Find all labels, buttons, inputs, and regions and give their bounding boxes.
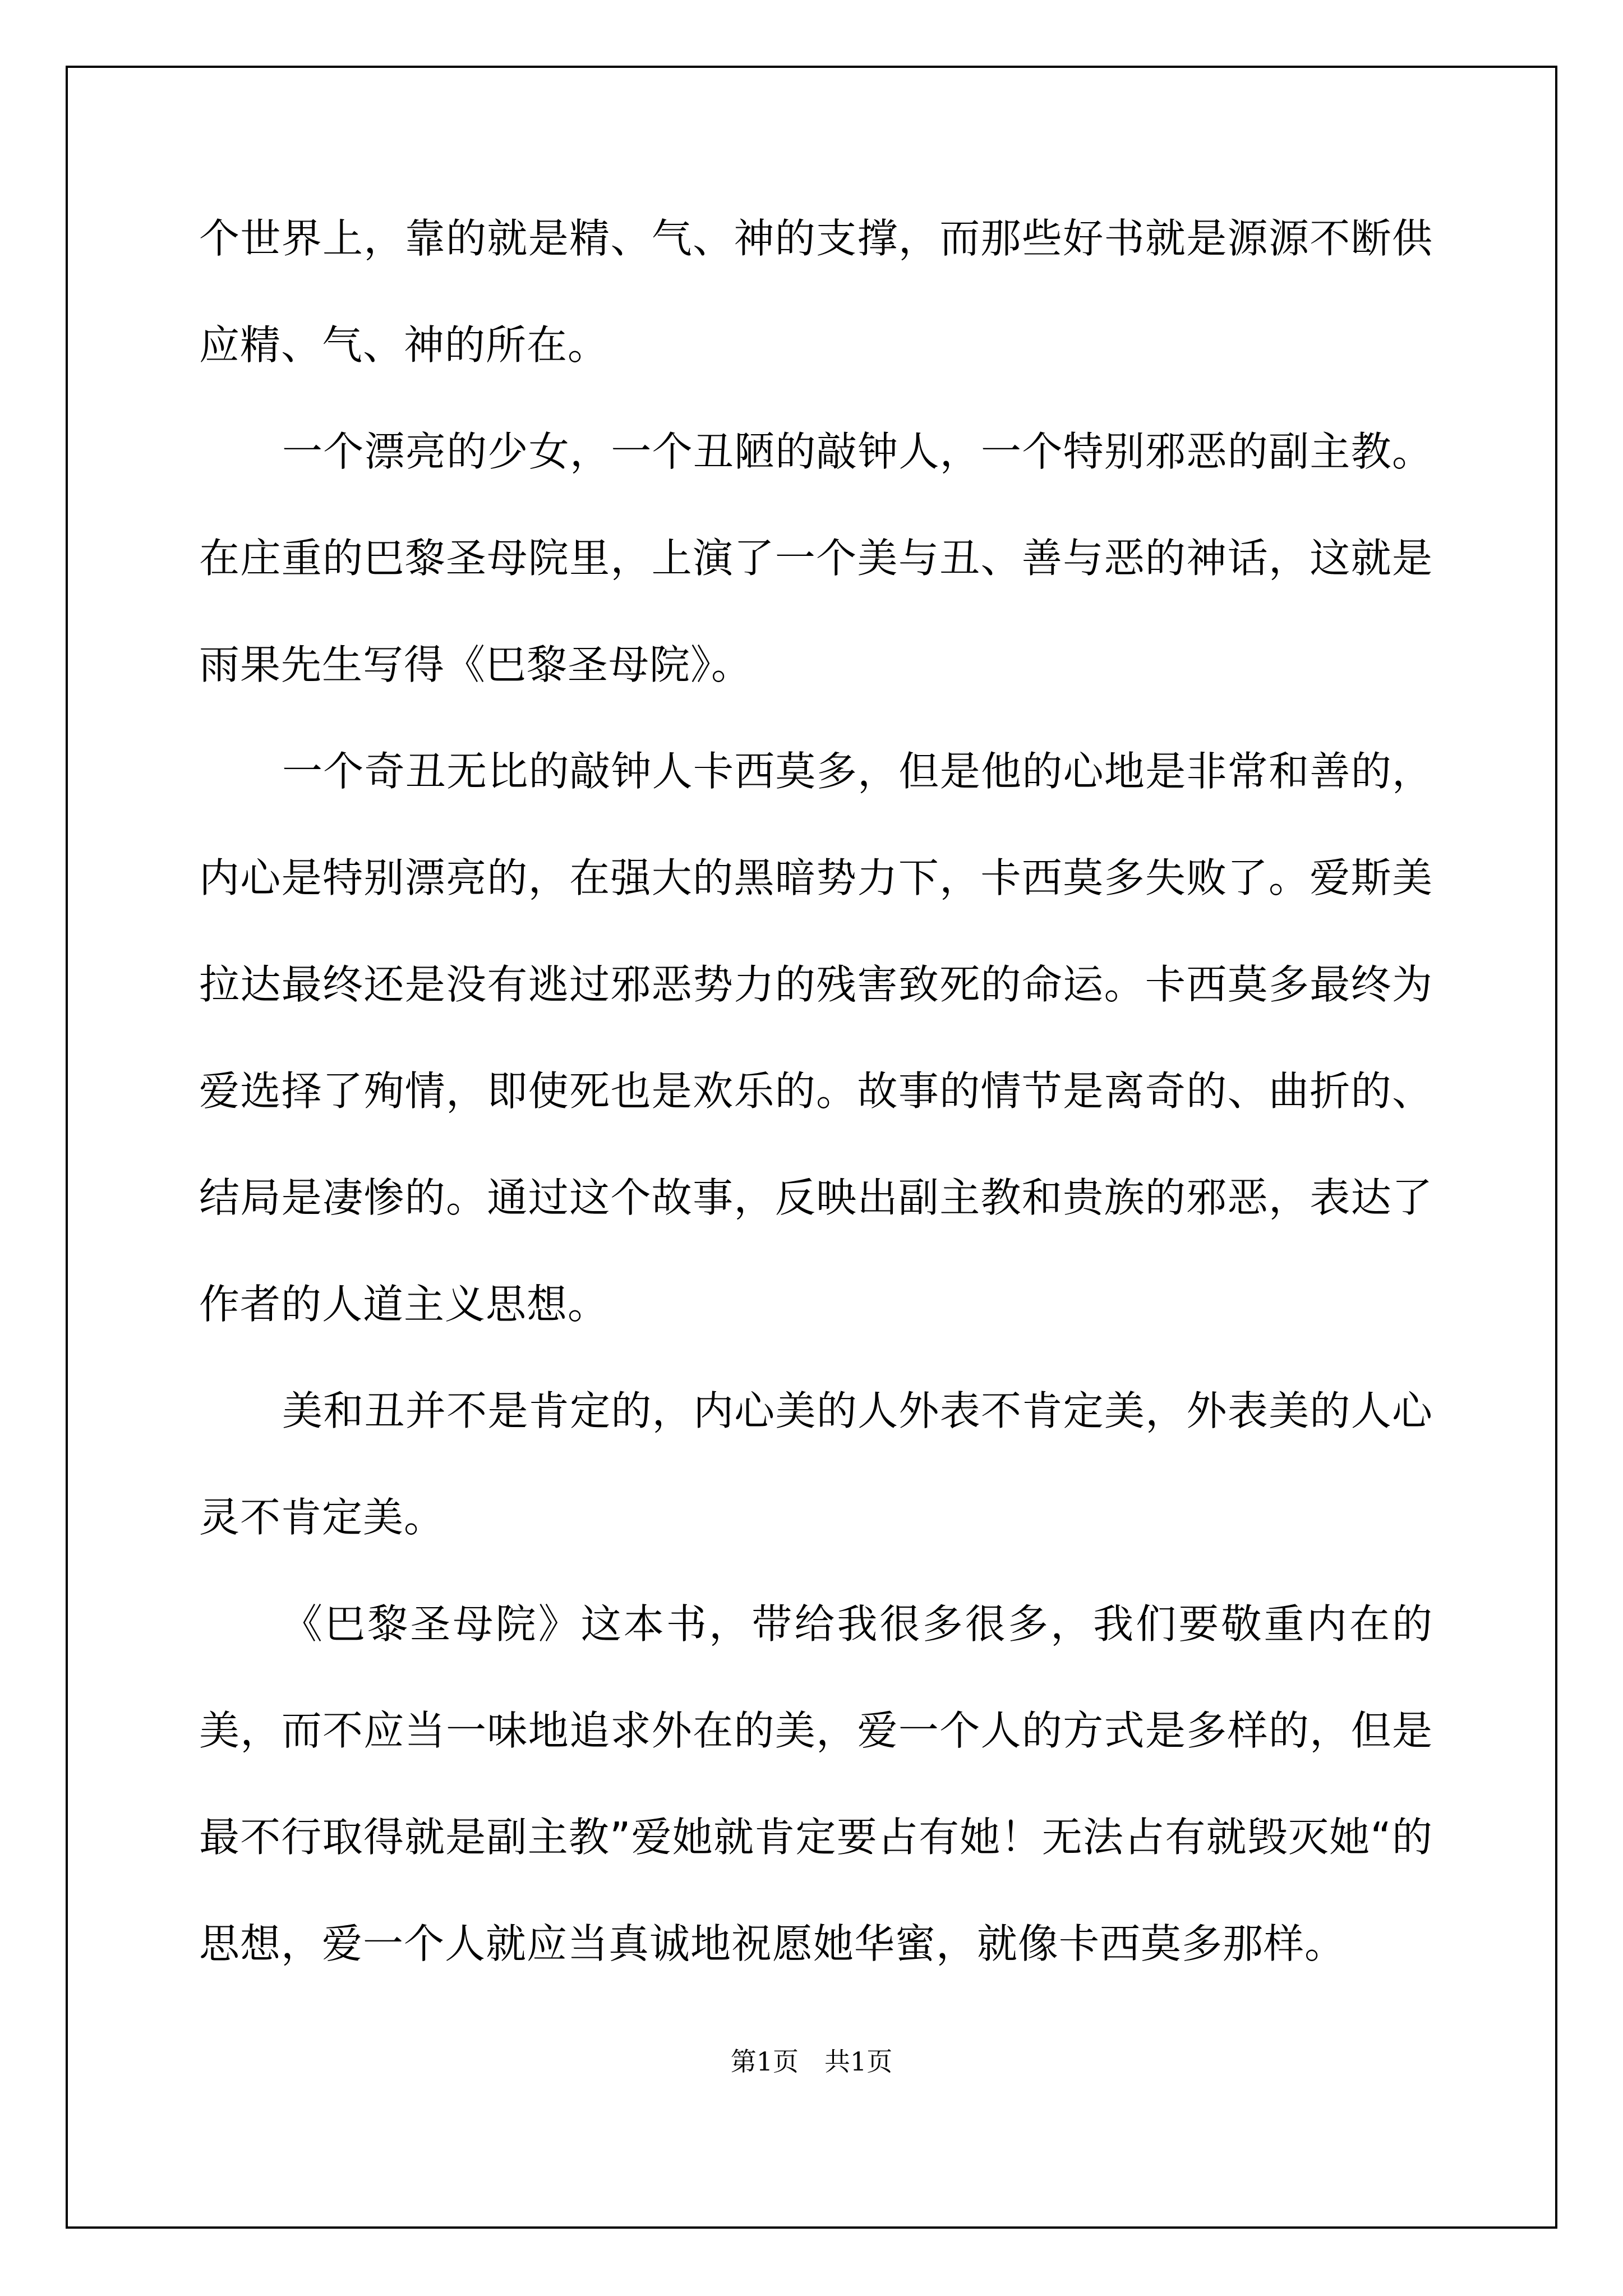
paragraph-5: 《巴黎圣母院》这本书，带给我很多很多，我们要敬重内在的美，而不应当一味地追求外在的美，爱一个人的方式是多样的，但是最不行取得就是副主教”爱她就肯定要占有她！无法占有就毁灭她“的思想，爱一个人就应当真诚地祝愿她华蜜，就像卡西莫多那样。 (199, 1600, 1433, 1967)
paragraph-2: 一个漂亮的少女，一个丑陋的敲钟人，一个特别邪恶的副主教。在庄重的巴黎圣母院里，上演了一个美与丑、善与恶的神话，这就是雨果先生写得《巴黎圣母院》。 (199, 428, 1433, 688)
page-footer: 第1页 共1页 (730, 2046, 893, 2077)
paragraph-4: 美和丑并不是肯定的，内心美的人外表不肯定美，外表美的人心灵不肯定美。 (199, 1387, 1433, 1541)
paragraph-1: 个世界上，靠的就是精、气、神的支撑，而那些好书就是源源不断供应精、气、神的所在。 (199, 215, 1433, 369)
paragraph-3: 一个奇丑无比的敲钟人卡西莫多，但是他的心地是非常和善的，内心是特别漂亮的，在强大的黑暗势力下，卡西莫多失败了。爱斯美拉达最终还是没有逃过邪恶势力的残害致死的命运。卡西莫多最终为爱选择了殉情，即使死也是欢乐的。故事的情节是离奇的、曲折的、结局是凄惨的。通过这个故事，反映出副主教和贵族的邪恶，表达了作者的人道主义思想。 (199, 748, 1433, 1328)
document-body (199, 185, 1433, 1997)
